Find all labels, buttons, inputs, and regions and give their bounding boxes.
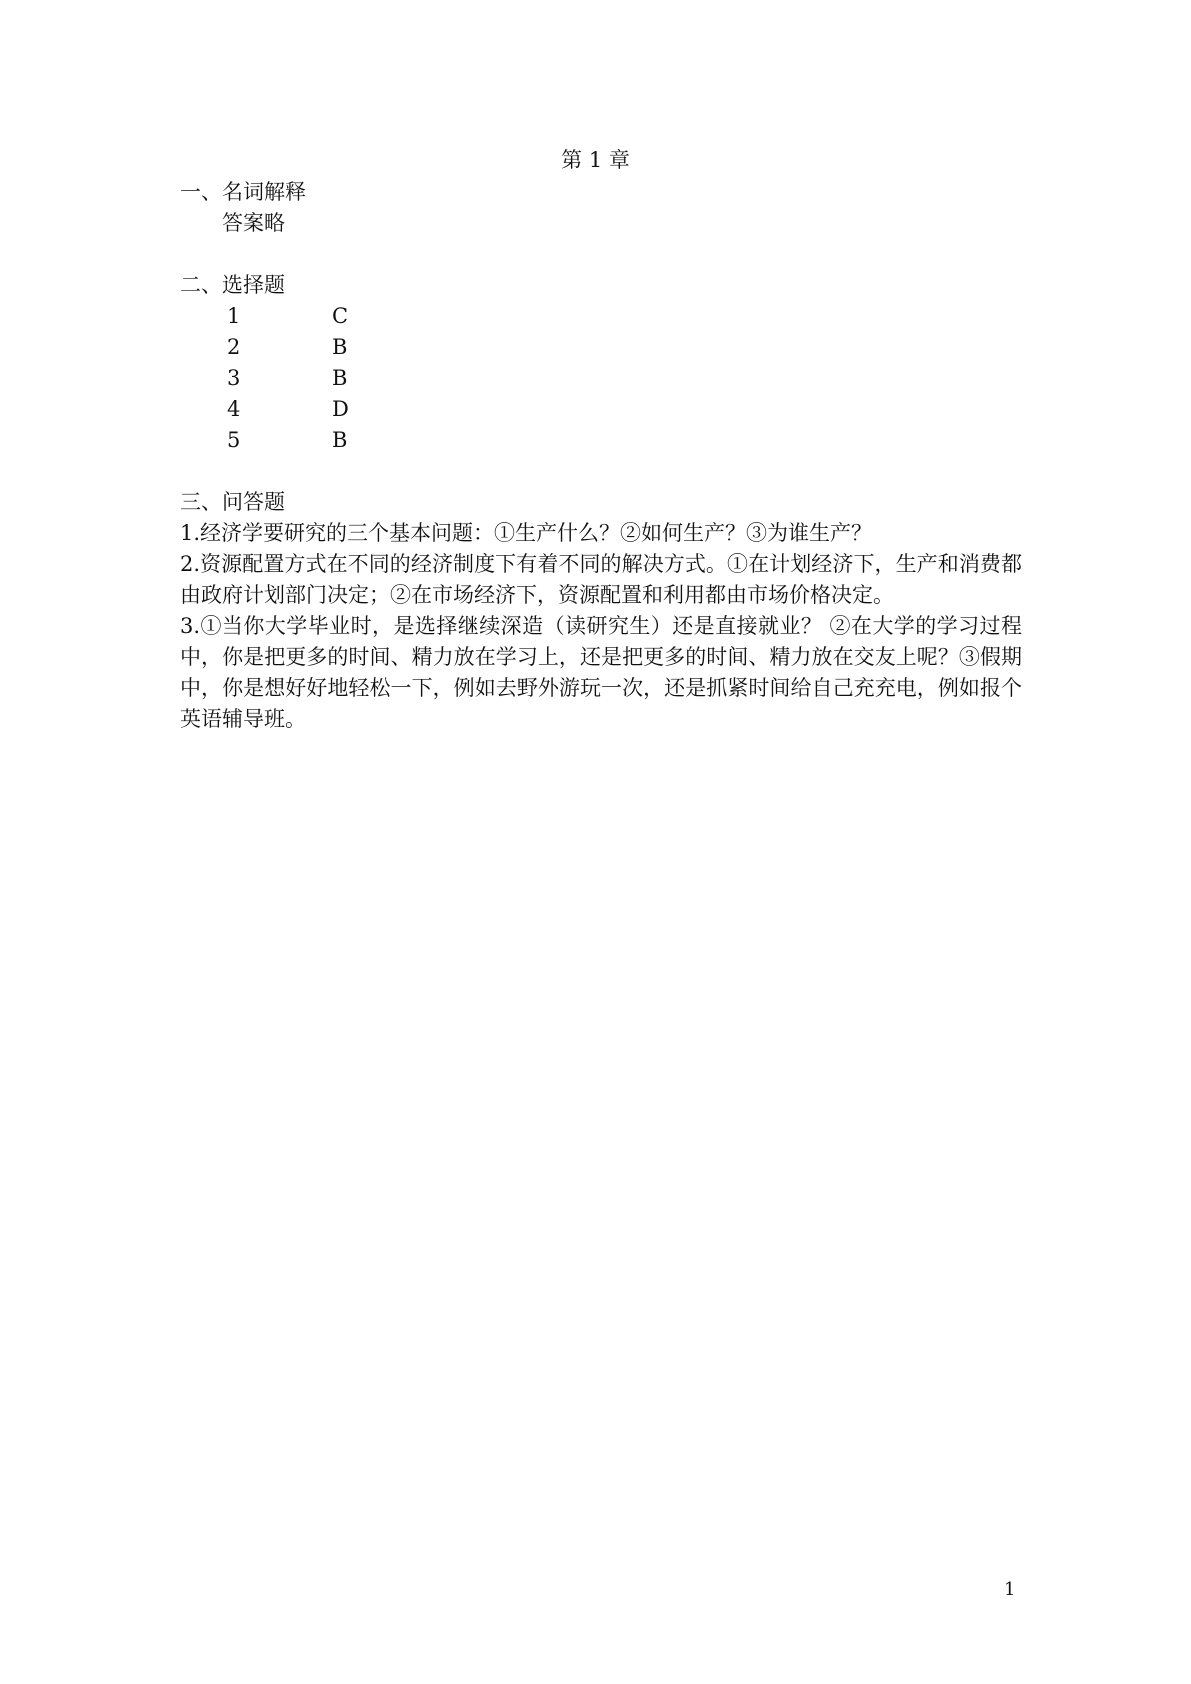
choice-number: 3 xyxy=(227,366,241,390)
choice-answer: B xyxy=(332,335,348,359)
page-content xyxy=(180,177,1022,735)
qa-answer-1: 1.经济学要研究的三个基本问题：①生产什么？②如何生产？③为谁生产？ xyxy=(180,521,873,545)
choice-number: 5 xyxy=(227,428,241,452)
qa-answer-3: 3.①当你大学毕业时，是选择继续深造（读研究生）还是直接就业？ ②在大学的学习过程中，你是把更多的时间、精力放在学习上，还是把更多的时间、精力放在交友上呢？③假期中，你是想好好地轻松一下，例如去野外游玩一次，还是抓紧时间给自己充充电，例如报个英语辅导班。 xyxy=(180,614,1022,731)
choice-answer: C xyxy=(332,304,349,328)
choice-answer: D xyxy=(332,397,349,421)
choice-heading: 二、选择题 xyxy=(180,273,285,297)
terms-answer: 答案略 xyxy=(222,211,285,235)
terms-heading: 一、名词解释 xyxy=(180,180,306,204)
choice-number: 1 xyxy=(227,304,241,328)
section-spacer xyxy=(180,239,1022,270)
qa-answer-2: 2.资源配置方式在不同的经济制度下有着不同的解决方式。①在计划经济下，生产和消费都由政府计划部门决定；②在市场经济下，资源配置和利用都由市场价格决定。 xyxy=(180,552,1022,607)
choice-answer: B xyxy=(332,366,348,390)
choice-row xyxy=(180,332,1022,363)
page-number: 1 xyxy=(1004,1579,1016,1600)
section-spacer xyxy=(180,456,1022,487)
choice-answer: B xyxy=(332,428,348,452)
choice-row xyxy=(180,394,1022,425)
choice-number: 2 xyxy=(227,335,241,359)
qa-heading: 三、问答题 xyxy=(180,490,285,514)
choice-row xyxy=(180,363,1022,394)
choice-number: 4 xyxy=(227,397,241,421)
choice-row xyxy=(180,301,1022,332)
chapter-title: 第 1 章 xyxy=(561,148,630,172)
choice-row xyxy=(180,425,1022,456)
